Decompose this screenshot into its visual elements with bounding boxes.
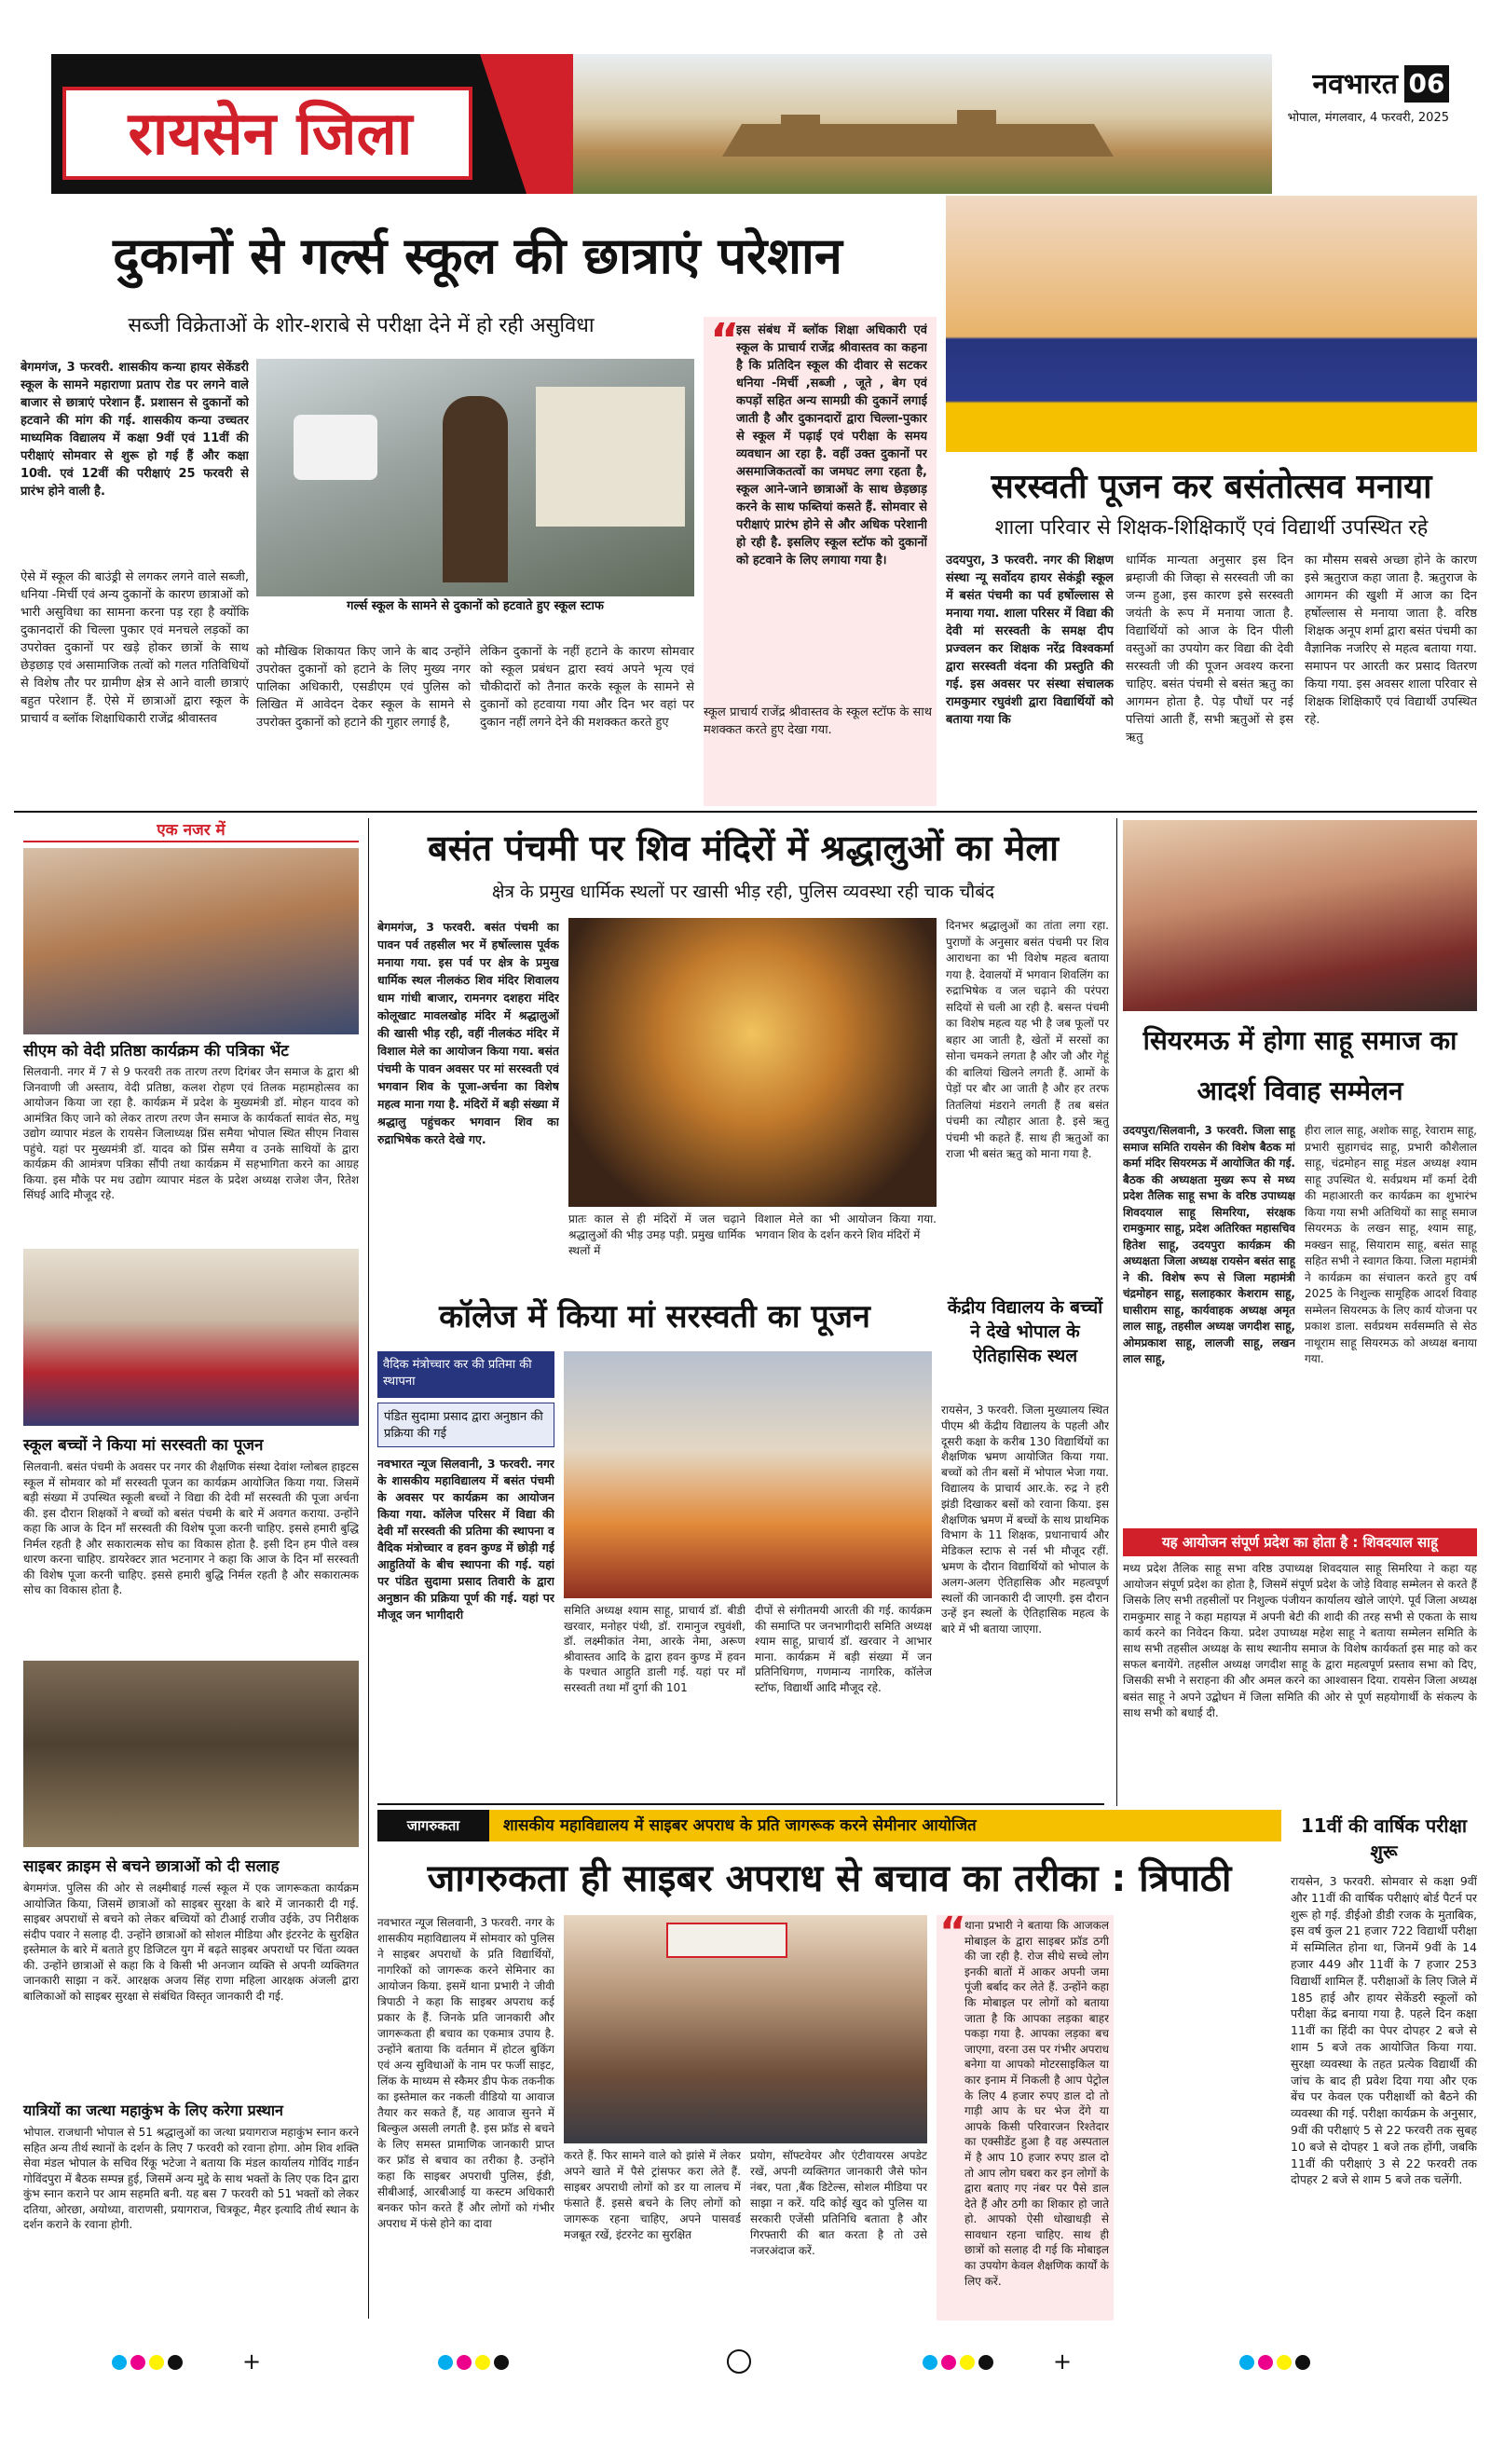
exam-headline: 11वीं की वार्षिक परीक्षा शुरू xyxy=(1300,1814,1468,1863)
college-body1: नवभारत न्यूज सिलवानी, 3 फरवरी. नगर के शासकीय महाविद्यालय में बसंत पंचमी के अवसर पर कार्यक्रम का आयोजन किया गया. कॉलेज परिसर में विद्या की देवी माँ सरस्वती की प्रतिमा की स्थापना व वैदिक मंत्रोच्चार व हवन कुण्ड में छोड़ी गई आहुतियों के बीच स्थापना की गई. यहां पर पंडित सुदामा प्रसाद तिवारी के द्वारा अनुष्ठान की प्रक्रिया पूर्ण की गई. यहां पर मौजूद जन भागीदारी xyxy=(377,1457,554,1622)
paper-name: नवभारत xyxy=(1312,68,1398,101)
sahu-col1: उदयपुरा/सिलवानी, 3 फरवरी. जिला साहू समाज समिति रायसेन की विशेष बैठक मां कर्मा मंदिर सियरमऊ में आयोजित की गई. बैठक की अध्यक्षता मुख्य रूप से मध्य प्रदेश तैलिक साहू सभा के वरिष्ठ उपाध्यक्ष शिवदयाल साहू सिमरिया, संरक्षक रामकुमार साहू, प्रदेश अतिरिक्त महासचिव हितेश साहू, उदयपुरा कार्यक्रम की अध्यक्षता जिला अध्यक्ष रायसेन बसंत साहू ने की. विशेष रूप से जिला महामंत्री चंद्रमोहन साहू, सलाहकार केशराम साहू, घासीराम साहू, कार्यवाहक अध्यक्ष अमृत लाल साहू, तहसील अध्यक्ष जगदीश साहू, ओमप्रकाश साहू, लालजी साहू, लखन लाल साहू, xyxy=(1123,1124,1295,1365)
awareness-col2: करते हैं. फिर सामने वाले को झांसे में लेकर अपने खाते में पैसे ट्रांसफर करा लेते हैं. साइबर अपराधी लोगों को डर या लालच में फंसाते हैं. इससे बचने के लिए लोगों को जागरूक रहना चाहिए, अपने पासवर्ड मजबूत रखें, इंटरनेट का सुरक्षित xyxy=(564,2149,741,2241)
quote-mark-icon: “ xyxy=(710,314,740,366)
registration-strip xyxy=(0,2344,1491,2381)
shivling-photo xyxy=(568,918,937,1207)
left-column-label: एक नजर में xyxy=(23,818,359,842)
item3-title: साइबर क्राइम से बचने छात्राओं को दी सलाह xyxy=(23,1857,280,1876)
page-number: 06 xyxy=(1404,65,1449,103)
college-body2: समिति अध्यक्ष श्याम साहू, प्राचार्य डॉ. बीडी खरवार, मनोहर पंथी, डॉ. रामानुज रघुवंशी, डॉ. लक्ष्मीकांत नेमा, आरके नेमा, अरूण श्रीवास्तव आदि के द्वारा हवन कुण्ड में हवन के पश्चात आहुति डाली गई. यहां पर माँ सरस्वती तथा माँ दुर्गा की 101 xyxy=(564,1604,746,1694)
awareness-col1: नवभारत न्यूज सिलवानी, 3 फरवरी. नगर के शासकीय महाविद्यालय में सोमवार को पुलिस ने साइबर अपराधों के प्रति विद्यार्थियों, नागरिकों को जागरूक करने सेमिनार का आयोजन किया. इसमें थाना प्रभारी ने जीवी त्रिपाठी ने कहा कि साइबर अपराध कई प्रकार के हैं. जिनके प्रति जानकारी और जागरूकता ही बचाव का एकमात्र उपाय है. उन्होंने बताया कि वर्तमान में होटल बुकिंग एवं अन्य सुविधाओं के नाम पर फर्जी साइट, लिंक के माध्यम से स्कैमर डीप फेक तकनीक का इस्तेमाल कर नकली वीडियो या आवाज तैयार कर सकते हैं, यह आवाज सुनने में बिल्कुल असली लगती है. इस फ्रॉड से बचने के लिए समस्त प्रामाणिक जानकारी प्राप्त कर फ्रॉड से बचाव का तरीका है. उन्होंने कहा कि साइबर अपराधी पुलिस, ईडी, सीबीआई, आरबीआई या कस्टम अधिकारी बनकर फोन करते हैं और लोगों को गंभीर अपराध में फंसे होने का दावा xyxy=(377,1916,554,2230)
item4-body: भोपाल. राजधानी भोपाल से 51 श्रद्धालुओं का जत्था प्रयागराज महाकुंभ स्नान करने सहित अन्य तीर्थ स्थानों के दर्शन के लिए 7 फरवरी को रवाना होगा. ओम शिव शक्ति सेवा मंडल भोपाल के सचिव रिंकू भटेजा ने बताया कि मंडल कार्यालय गोविंद गार्डन गोविंदपुरा में बैठक सम्पन्न हुई, जिसमें अन्य मुद्दे के साथ भक्तों के लिए एक दिन द्वारा कुंभ स्नान कराने पर आम सहमति बनी. यह बस 7 फरवरी को 51 भक्तों को लेकर दतिया, ओरछा, अयोध्या, वाराणसी, प्रयागराज, चित्रकूट, मैहर इत्यादि तीर्थ स्थान के दर्शन कराने के रवाना होगी. xyxy=(23,2126,359,2231)
section-divider xyxy=(14,811,1477,813)
dateline: भोपाल, मंगलवार, 4 फरवरी, 2025 xyxy=(1287,111,1449,125)
lead-quote: इस संबंध में ब्लॉक शिक्षा अधिकारी एवं स्कूल के प्राचार्य राजेंद्र श्रीवास्तव का कहना है कि प्रतिदिन स्कूल की दीवार से सटकर धनिया -मिर्ची ,सब्जी , जूते , बेग एवं कपड़ों सहित अन्य सामग्री की दुकानें लगाई जाती है और दुकानदारों द्वारा चिल्ला-पुकार से स्कूल में पढ़ाई एवं परीक्षा के समय व्यवधान आ रहा है. वहीं उक्त दुकानों पर असमाजिकतत्वों का जमघट लगा रहता है, स्कूल आने-जाने छात्राओं के साथ छेड़छाड़ करने के साथ फब्तियां कसते हैं. सोमवार से परीक्षाएं प्रारंभ होने से और अधिक परेशानी हो रही है. इसलिए स्कूल स्टॉफ को दुकानों को हटवाने के लिए लगाया गया है। xyxy=(736,323,927,568)
item2-body: सिलवानी. बसंत पंचमी के अवसर पर नगर की शैक्षणिक संस्था देवांश ग्लोबल हाइटस स्कूल में सोमवार को माँ सरस्वती पूजन का कार्यक्रम आयोजित किया गया. जिसमें बड़ी संख्या में उपस्थित स्कूली बच्चों ने विद्या की देवी माँ सरस्वती की पूजा अर्चना की. इस दौरान शिक्षकों ने बच्चों को बसंत पंचमी के बारे में अवगत कराया. उन्होंने कहा कि आज के दिन माँ सरस्वती की विशेष पूजा करनी चाहिए. इससे हमारी बुद्धि निर्मल रहती है और सकारात्मक सोच का विकास होता है. इसी दिन हम पीले वस्त्र धारण करना चाहिए. डायरेक्टर ज्ञात भटनागर ने कहा कि आज के दिन माँ सरस्वती की विशेष पूजा करनी चाहिए. इससे हमारी बुद्धि निर्मल रहती है और सकारात्मक सोच का विकास होता है. xyxy=(23,1460,359,1596)
item1-body: सिलवानी. नगर में 7 से 9 फरवरी तक तारण तरण दिगंबर जैन समाज के द्वारा श्री जिनवाणी जी अस्ताय, वेदी प्रतिष्ठा, कलश रोहण एवं तिलक महामहोत्सव का आयोजन किया जा रहा है. कार्यक्रम में प्रदेश के मुख्यमंत्री डॉ. मोहन यादव को आमंत्रित किए जाने को लेकर तारण तरण जैन समाज के कार्यकर्ता सावंत सेठ, मधु उद्योग व्यापार मंडल के रायसेन जिलाध्यक्ष प्रिंस समैया भोपाल स्थित सीएम निवास पहुंचे. यहां पर मुख्यमंत्री डॉ. यादव को प्रिंस समैया व उनके साथियों के द्वारा कार्यक्रम की आमंत्रण पत्रिका सौंपी तथा कार्यक्रम में सहभागिता करने का आग्रह किया. इस मौके पर मध उद्योग व्यापार मंडल के प्रदेश अध्यक्ष राजेश जैन, रितेश सिंघई आदि मौजूद रहे. xyxy=(23,1065,359,1201)
college-headline: कॉलेज में किया मां सरस्वती का पूजन xyxy=(439,1298,870,1335)
shiv-col3: दिनभर श्रद्धालुओं का तांता लगा रहा. पुराणों के अनुसार बसंत पंचमी पर शिव आराधना का भी विशेष महत्व बताया गया है. देवालयों में भगवान शिवलिंग का रुद्राभिषेक व जल चढ़ाने की परंपरा सदियों से चली आ रही है. बसन्त पंचमी का विशेष महत्व यह भी है जब फूलों पर बहार आ जाती है, खेतों में सरसों का सोना चमकने लगता है और जौ और गेहूं की बालियां खिलने लगती हैं. आमों के पेड़ों पर बौर आ जाती है और हर तरफ तितलियां मंडराने लगती हैं तब बसंत पंचमी का त्यौहार आता है. इसे ऋतु पंचमी भी कहते हैं. साथ ही ऋतुओं का राजा भी बसंत ऋतु को माना गया है. xyxy=(946,919,1109,1160)
shiv-photo-text-2: विशाल मेले का भी आयोजन किया गया. भगवान शिव के दर्शन करने शिव मंदिरों में xyxy=(755,1212,937,1241)
shops-photo-caption: गर्ल्स स्कूल के सामने से दुकानों को हटवाते हुए स्कूल स्टाफ xyxy=(347,599,604,613)
exam-body: रायसेन, 3 फरवरी. सोमवार से कक्षा 9वीं और 11वीं की वार्षिक परीक्षाएं बोर्ड पैटर्न पर शुरू हो गई. डीईओ डीडी रजक के मुताबिक, इस वर्ष कुल 21 हजार 722 विद्यार्थी परीक्षा में सम्मिलित होना था, जिनमें 9वीं के 14 हजार 449 और 11वीं के 7 हजार 253 विद्यार्थी शामिल हैं. परीक्षाओं के लिए जिले में 185 हाई और हायर सेकेंडरी स्कूलों को परीक्षा केंद्र बनाया गया है. पहले दिन कक्षा 11वीं का हिंदी का पेपर दोपहर 2 बजे से शाम 5 बजे तक आयोजित किया गया. सुरक्षा व्यवस्था के तहत प्रत्येक विद्यार्थी की जांच के बाद ही प्रवेश दिया गया और एक बेंच पर केवल एक परीक्षार्थी को बैठने की व्यवस्था की गई. परीक्षा कार्यक्रम के अनुसार, 9वीं की परीक्षाएं 5 से 22 फरवरी तक सुबह 10 बजे से दोपहर 1 बजे तक होंगी, जबकि 11वीं की परीक्षाएं 3 से 22 फरवरी तक दोपहर 2 बजे से शाम 5 बजे तक चलेंगी. xyxy=(1291,1874,1477,2187)
lead-subhead: सब्जी विक्रेताओं के शोर-शराबे से परीक्षा देने में हो रही असुविधा xyxy=(128,314,595,337)
saraswati-photo xyxy=(946,196,1477,452)
lead-quote-tail: स्कूल प्राचार्य राजेंद्र श्रीवास्तव के स्कूल स्टॉफ के साथ मशक्कत करते हुए देखा गया. xyxy=(704,705,932,737)
fort-photo xyxy=(573,54,1272,194)
shops-photo xyxy=(256,359,694,596)
shiv-photo-text-1: प्रातः काल से ही मंदिरों में जल चढ़ाने श्रद्धालुओं की भीड़ उमड़ पड़ी. प्रमुख धार्मिक स्थलों में xyxy=(568,1212,746,1257)
item3-body: बेगमगंज. पुलिस की ओर से लक्ष्मीबाई गर्ल्स स्कूल में एक जागरूकता कार्यक्रम आयोजित किया, जिसमें छात्राओं को साइबर सुरक्षा के बारे में जानकारी दी गई. साइबर अपराधों से बचने को लेकर बच्चियों को टीआई राजीव उईके, उप निरीक्षक संदीप पवार ने सलाह दी. उन्होंने छात्राओं को सोशल मीडिया और इंटरनेट के सुरक्षित इस्तेमाल के बारे में बताते हुए डिजिटल युग में बढ़ते साइबर अपराधों पर चिंता व्यक्त की. उन्होंने छात्राओं से कहा कि वे किसी भी अनजान व्यक्ति से अपनी व्यक्तिगत जानकारी साझा न करें. आरक्षक अजय सिंह राणा महिला आरक्षक अंजली द्वारा बालिकाओं को साइबर सुरक्षा से संबंधित विस्तृत जानकारी दी गई. xyxy=(23,1882,359,2003)
saraswati-col2: धार्मिक मान्यता अनुसार इस दिन ब्रम्हाजी की जिव्हा से सरस्वती जी का जन्म हुआ, इस कारण इसे सरस्वती जयंती के रूप में मनाया जाता है. विद्यार्थियों को आज के दिन पीली वस्तुओं का उपयोग कर विद्या की देवी सरस्वती जी की पूजन अवश्य करना चाहिए. बसंत पंचमी से बसंत ऋतु का आगमन होता है. पेड़ पौधों पर नई पत्तियां आती हैं, सभी ऋतुओं से इस ऋतु xyxy=(1126,554,1293,745)
awareness-quote-mark-icon: “ xyxy=(939,1909,966,1956)
register-cross-icon-2: + xyxy=(1053,2348,1073,2375)
cm-photo xyxy=(23,848,359,1034)
sahu-col2: हीरा लाल साहू, अशोक साहू, रेवाराम साहू, प्रभारी सुहागचंद साहू, प्रभारी कौशैलाल साहू, चंद्रमोहन साहू मंडल अध्यक्ष श्याम साहू उपस्थित थे. सर्वप्रथम माँ कर्मा देवी की महाआरती कर कार्यक्रम का शुभारंभ किया गया सभी अतिथियों का साहू समाज सियरमऊ के लखन साहू, श्याम साहू, मक्खन साहू, सियाराम साहू, बसंत साहू सहित सभी ने स्वागत किया. जिला महामंत्री ने कार्यक्रम का संचालन करते हुए वर्ष 2025 के निशुल्क सामूहिक आदर्श विवाह सम्मेलन सियरमऊ के लिए कार्य योजना पर प्रकाश डाला. सर्वप्रथम सर्वसम्मति से सेठ नाथूराम साहू सियरमऊ को अध्यक्ष बनाया गया. xyxy=(1305,1124,1477,1365)
item2-title: स्कूल बच्चों ने किया मां सरस्वती का पूजन xyxy=(23,1436,264,1455)
awareness-col3: प्रयोग, सॉफ्टवेयर और एंटीवायरस अपडेट रखें, अपनी व्यक्तिगत जानकारी जैसे फोन नंबर, पता ,बैंक डिटेल्स, सोशल मीडिया पर साझा न करें. यदि कोई खुद को पुलिस या सरकारी एजेंसी प्रतिनिधि बताता है और गिरफ्तारी की बात करता है तो उसे नजरअंदाज करें. xyxy=(750,2149,927,2257)
college-box1: वैदिक मंत्रोच्चार कर की प्रतिमा की स्थापना xyxy=(377,1351,554,1398)
saraswati-headline: सरस्वती पूजन कर बसंतोत्सव मनाया xyxy=(991,468,1432,506)
college-box2: पंडित सुदामा प्रसाद द्वारा अनुष्ठान की प्रक्रिया की गई xyxy=(377,1403,554,1447)
item4-title: यात्रियों का जत्था महाकुंभ के लिए करेगा प्रस्थान xyxy=(23,2101,283,2119)
register-target-icon xyxy=(727,2349,751,2374)
saraswati-subhead: शाला परिवार से शिक्षक-शिक्षिकाएँ एवं विद्यार्थी उपस्थित रहे xyxy=(994,516,1429,540)
kv-headline: केंद्रीय विद्यालय के बच्चों ने देखे भोपाल के ऐतिहासिक स्थल xyxy=(947,1297,1103,1366)
sahu-banner-body: मध्य प्रदेश तैलिक साहू सभा वरिष्ठ उपाध्यक्ष शिवदयाल साहू सिमरिया ने कहा यह आयोजन संपूर्ण प्रदेश का होता है, जिसमें संपूर्ण प्रदेश के जोड़े विवाह सम्मेलन से करते हैं जिसके लिए सभी तहसीलों पर निशुल्क पंजीयन कार्यालय खोले जाएंगे. पूर्व जिला अध्यक्ष रामकुमार साहू ने कहा महायज्ञ में अपनी बेटी की शादी की तरह सभी से एकता के साथ कार्य करने का निवेदन किया. प्रदेश उपाध्यक्ष महेश साहू ने बताया सम्मेलन समिति के साथ सभी तहसील अध्यक्ष के साथ स्थानीय समाज के विशेष कार्यकर्ता इस माह को कर सफल बनायेंगे. तहसील अध्यक्ष जगदीश साहू के द्वारा महत्वपूर्ण प्रस्ताव सभा को दिए, जिसकी सभी ने सराहना की और अमल करने का आश्वासन दिया. रायसेन जिला अध्यक्ष बसंत साहू ने अपने उद्बोधन में जिला समिति की ओर से पूर्ण सहयोगार्थी के संकल्प के साथ सभी को बधाई दी. xyxy=(1123,1562,1477,1719)
awareness-col4: थाना प्रभारी ने बताया कि आजकल मोबाइल के द्वारा साइबर फ्रॉड ठगी की जा रही है. रोज सीधे सच्चे लोग इनकी बातों में आकर अपनी जमा पूंजी बर्बाद कर लेते हैं. उन्होंने कहा कि मोबाइल पर लोगों को बताया जाता है कि आपका लड़का बाहर पकड़ा गया है. आपका लड़का बच जाएगा, वरना उस पर गंभीर अपराध बनेगा या आपको मोटरसाइकिल या कार इनाम में निकली है आप पेट्रोल के लिए 4 हजार रुपए डाल दो तो गाड़ी आप के घर भेज देंगे या आपके किसी परिवारजन रिश्तेदार का एक्सीडेंट हुआ है वह अस्पताल में है आप 10 हजार रुपए डाल दो तो आप लोग घबरा कर इन लोगों के द्वारा बताए गए नंबर पर पैसे डाल देते हैं और ठगी का शिकार हो जाते हो. आपको ऐसी धोखाधड़ी से सावधान रहना चाहिए. साथ ही छात्रों को सलाह दी गई कि मोबाइल का उपयोग केवल शैक्षणिक कार्यों के लिए करें. xyxy=(964,1919,1109,2288)
item1-title: सीएम को वेदी प्रतिष्ठा कार्यक्रम की पत्रिका भेंट xyxy=(23,1042,289,1061)
awareness-banner: शासकीय महाविद्यालय में साइबर अपराध के प्रति जागरूक करने सेमीनार आयोजित xyxy=(503,1816,977,1835)
masthead xyxy=(51,54,1449,194)
college-body3: दीपों से संगीतमयी आरती की गई. कार्यक्रम की समाप्ति पर जनभागीदारी समिति अध्यक्ष श्याम साहू, प्राचार्य डॉ. खरवार ने आभार माना. कार्यक्रम में बड़ी संख्या में जन प्रतिनिधिगण, गणमान्य नागरिक, कॉलेज स्टॉफ, विद्यार्थी आदि मौजूद रहे. xyxy=(755,1604,932,1694)
lead-body-bottom-2: लेकिन दुकानों के नहीं हटाने के कारण सोमवार को स्कूल प्रबंधन द्वारा स्वयं अपने भृत्य एवं चौकीदारों को तैनात करके स्कूल के सामने से दुकानों को हटवाया गया और दिन भर वहां पर दुकान नहीं लगने देने की मशक्कत करते हुए xyxy=(480,645,694,730)
saraswati-col3: का मौसम सबसे अच्छा होने के कारण इसे ऋतुराज कहा जाता है. ऋतुराज के आगमन की खुशी में आज का दिन हर्षोल्लास से मनाया जाता है. वरिष्ठ शिक्षक अनूप शर्मा द्वारा बसंत पंचमी का वैज्ञानिक नजरिए से महत्व बताया गया. समापन पर आरती कर प्रसाद वितरण किया गया. इस अवसर शाला परिवार से शिक्षक शिक्षिकाएँ एवं विद्यार्थी उपस्थित रहे. xyxy=(1305,554,1477,727)
lead-intro: बेगमगंज, 3 फरवरी. शासकीय कन्या हायर सेकेंडरी स्कूल के सामने महाराणा प्रताप रोड पर लगने वाले बाजार से छात्राएं परेशान हैं. प्रशासन से दुकानों को हटवाने की मांग की गई. शासकीय कन्या उच्चतर माध्यमिक विद्यालय में कक्षा 9वीं एवं 11वीं की परीक्षाएं सोमवार से शुरू हो गई हैं और कक्षा 10वी. एवं 12वीं की परीक्षाएं 25 फरवरी से प्रारंभ होने वाली है. xyxy=(21,361,249,499)
college-photo xyxy=(564,1351,932,1598)
seminar-photo xyxy=(564,1915,927,2143)
saraswati-col1: उदयपुरा, 3 फरवरी. नगर की शिक्षण संस्था न्यू सर्वोदय हायर सेकंड्री स्कूल में बसंत पंचमी का पर्व हर्षोल्लास से मनाया गया. शाला परिसर में विद्या की देवी मां सरस्वती के समक्ष दीप प्रज्वलन कर शिक्षक नरेंद्र विश्वकर्मा द्वारा सरस्वती वंदना की प्रस्तुति की गई. इस अवसर पर संस्था संचालक रामकुमार रघुवंशी द्वारा विद्यार्थियों को बताया गया कि xyxy=(946,554,1114,727)
sahu-headline: सियरमऊ में होगा साहू समाज का आदर्श विवाह सम्मेलन xyxy=(1142,1025,1457,1106)
shiv-subhead: क्षेत्र के प्रमुख धार्मिक स्थलों पर खासी भीड़ रही, पुलिस व्यवस्था रही चाक चौबंद xyxy=(491,882,995,902)
awareness-headline: जागरुकता ही साइबर अपराध से बचाव का तरीका : त्रिपाठी xyxy=(427,1857,1232,1900)
right-column-divider xyxy=(1116,818,1117,1806)
lead-body-bottom-1: को मौखिक शिकायत किए जाने के बाद उन्होंने उपरोक्त दुकानों को हटाने के लिए मुख्य नगर पालिका अधिकारी, एसडीएम एवं पुलिस को लिखित में आवेदन देकर स्कूल के सामने से उपरोक्त दुकानों को हटाने की गुहार लगाई है, xyxy=(256,645,471,730)
shiv-headline: बसंत पंचमी पर शिव मंदिरों में श्रद्धालुओं का मेला xyxy=(427,828,1059,869)
awareness-label: जागरुकता xyxy=(377,1810,489,1841)
lead-headline: दुकानों से गर्ल्स स्कूल की छात्राएं परेशान xyxy=(113,226,842,285)
awareness-top-rule xyxy=(377,1803,1104,1805)
shiv-col1: बेगमगंज, 3 फरवरी. बसंत पंचमी का पावन पर्व तहसील भर में हर्षोल्लास पूर्वक मनाया गया. इस पर्व पर क्षेत्र के प्रमुख धार्मिक स्थल नीलकंठ शिव मंदिर शिवालय धाम गांधी बाजार, रामनगर दशहरा मंदिर कोलूखाट मावलखोह मंदिर में श्रद्धालुओं की खासी भीड़ रही, वहीं नीलकंठ मंदिर में विशाल मेले का आयोजन किया गया. बसंत पंचमी के पावन अवसर पर मां सरस्वती एवं भगवान शिव के पूजा-अर्चना का विशेष महत्व माना गया है. मंदिरों में बड़ी संख्या में श्रद्धालु पहुंचकर भगवान शिव का रुद्राभिषेक करते देखे गए. xyxy=(377,920,559,1146)
lead-body-left: ऐसे में स्कूल की बाउंड्री से लगकर लगने वाले सब्जी, धनिया -मिर्ची एवं अन्य दुकानों के कारण छात्राओं को भारी असुविधा का सामना करना पड़ रहा है क्योंकि दुकानदारों की चिल्ला पुकार एवं मनचले लड़कों का उपरोक्त दुकानों पर खड़े होकर छात्रों के साथ छेड़छाड़ एवं असामाजिक तत्वों को गलत गतिविधियों से विशेष तौर पर ग्रामीण क्षेत्र से आने वाली छात्राएं बहुत परेशान हैं. ऐसे में छात्राओं द्वारा स्कूल के प्राचार्य व ब्लॉक शिक्षाधिकारी राजेंद्र श्रीवास्तव xyxy=(21,570,249,726)
school-children-photo xyxy=(23,1249,359,1426)
left-column-divider xyxy=(368,818,369,2319)
district-title: रायसेन जिला xyxy=(128,100,413,169)
sahu-photo xyxy=(1123,820,1477,1011)
register-cross-icon: + xyxy=(242,2348,262,2375)
kv-body: रायसेन, 3 फरवरी. जिला मुख्यालय स्थित पीएम श्री केंद्रीय विद्यालय के पहली और दूसरी कक्षा के करीब 130 विद्यार्थियों का शैक्षणिक भ्रमण आयोजित किया गया. बच्चों को तीन बसों में भोपाल भेजा गया. विद्यालय के प्राचार्य आर.के. रुद्र ने हरी झंडी दिखाकर बसों को रवाना किया. इस शैक्षणिक भ्रमण में बच्चों के साथ प्राथमिक विभाग के 11 शिक्षक, प्रधानाचार्य और मेडिकल स्टाफ से नर्स भी मौजूद रहीं. भ्रमण के दौरान विद्यार्थियों को भोपाल के अलग-अलग ऐतिहासिक और महत्वपूर्ण स्थलों की जानकारी दी जाएगी. इस दौरान उन्हें इन स्थलों के ऐतिहासिक महत्व के बारे में भी बताया जाएगा. xyxy=(941,1403,1109,1636)
police-photo xyxy=(23,1661,359,1847)
sahu-banner: यह आयोजन संपूर्ण प्रदेश का होता है : शिवदयाल साहू xyxy=(1123,1528,1477,1556)
